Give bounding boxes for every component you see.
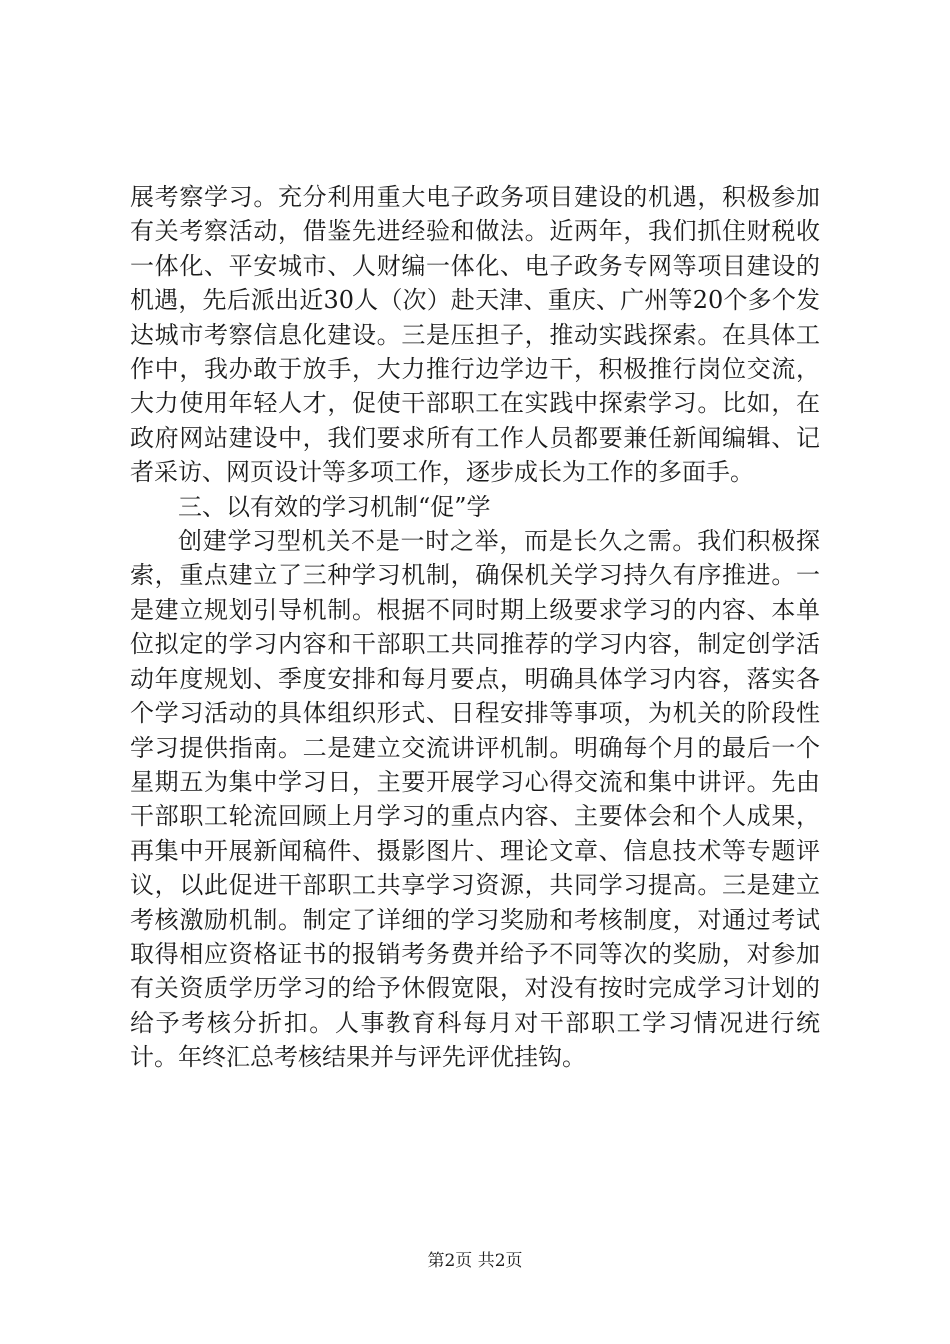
paragraph-body: 创建学习型机关不是一时之举，而是长久之需。我们积极探索，重点建立了三种学习机制，确保机关学习持久有序推进。一是建立规划引导机制。根据不同时期上级要求学习的内容、本单位拟定的学习内容和干部职工共同推荐的学习内容，制定创学活动年度规划、季度安排和每月要点，明确具体学习内容，落实各个学习活动的具体组织形式、日程安排等事项，为机关的阶段性学习提供指南。二是建立交流讲评机制。明确每个月的最后一个星期五为集中学习日，主要开展学习心得交流和集中讲评。先由干部职工轮流回顾上月学习的重点内容、主要体会和个人成果，再集中开展新闻稿件、摄影图片、理论文章、信息技术等专题评议，以此促进干部职工共享学习资源，共同学习提高。三是建立考核激励机制。制定了详细的学习奖励和考核制度，对通过考试取得相应资格证书的报销考务费并给予不同等次的奖励，对参加有关资质学历学习的给予休假宽限，对没有按时完成学习计划的给予考核分折扣。人事教育科每月对干部职工学习情况进行统计。年终汇总考核结果并与评先评优挂钩。 <box>130 527 820 1072</box>
section-heading: 三、以有效的学习机制“促”学 <box>178 492 491 521</box>
page-footer: 第2页 共2页 <box>427 1251 523 1271</box>
paragraph-continuation: 展考察学习。充分利用重大电子政务项目建设的机遇，积极参加有关考察活动，借鉴先进经验和做法。近两年，我们抓住财税收一体化、平安城市、人财编一体化、电子政务专网等项目建设的机遇，先后派出近30人（次）赴天津、重庆、广州等20个多个发达城市考察信息化建设。三是压担子，推动实践探索。在具体工作中，我办敢于放手，大力推行边学边干，积极推行岗位交流，大力使用年轻人才，促使干部职工在实践中探索学习。比如，在政府网站建设中，我们要求所有工作人员都要兼任新闻编辑、记者采访、网页设计等多项工作，逐步成长为工作的多面手。 <box>130 183 820 487</box>
document-body <box>130 180 820 1075</box>
